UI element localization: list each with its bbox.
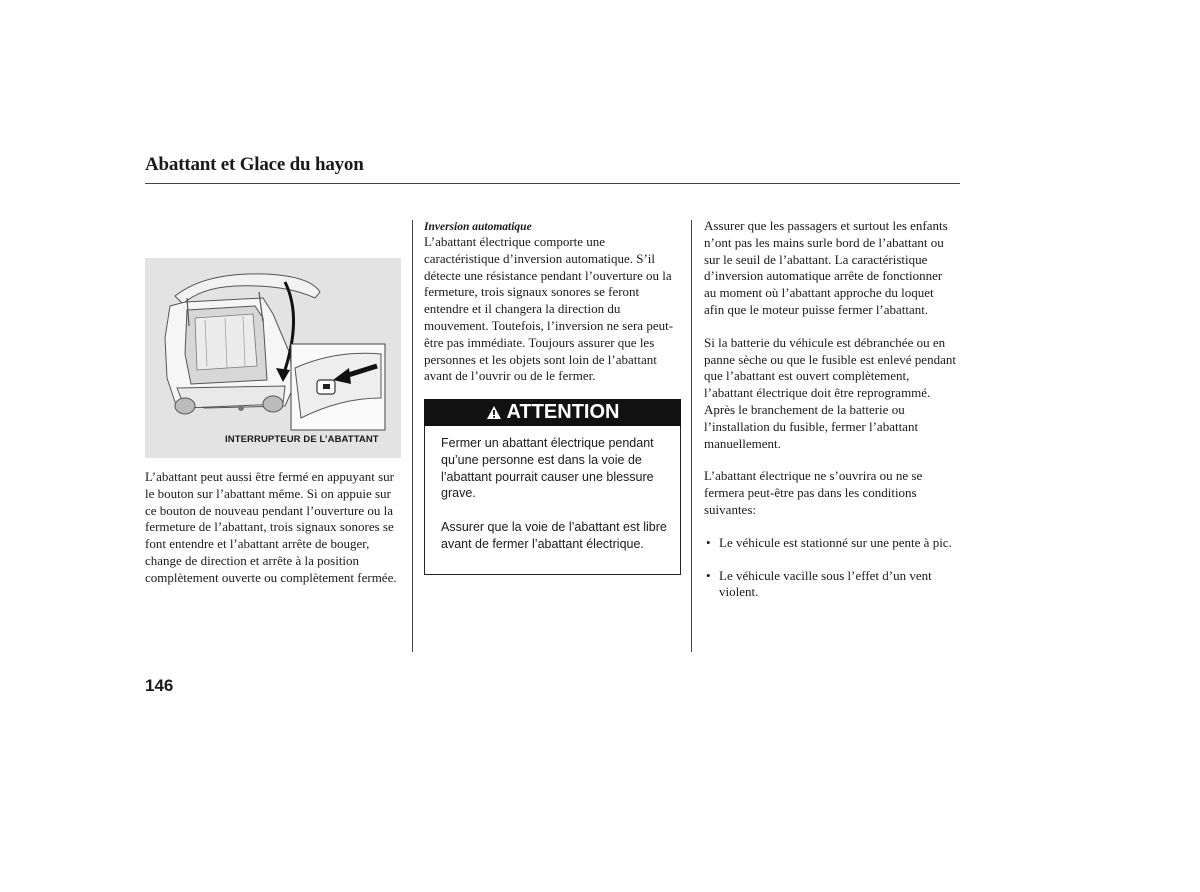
warning-box [424,426,681,575]
warning-paragraph-2: Assurer que la voie de l’abattant est libre avant de fermer l’abattant électrique. [441,520,667,551]
column-divider-2 [691,220,692,652]
warning-triangle-icon [486,405,502,420]
column3-paragraph-2: Si la batterie du véhicule est débranchée ou en panne sèche ou que le fusible est enlevé pendant que l’abattant est ouvert complètement, l’abattant électrique doit être reprogrammé. Après le branchement de la batterie ou l’installation du fusible, fermer l’abattant manuellement. [704,334,956,451]
column-divider-1 [412,220,413,652]
column2-paragraph: L’abattant électrique comporte une caractéristique d’inversion automatique. S’il détecte une résistance pendant l’ouverture ou la fermeture, trois signaux sonores se feront entendre et il changera la direction du mouvement. Toutefois, l’inversion ne sera peut-être pas immédiate. Toujours assurer que les personnes et les objets sont loin de l’abattant avant de l’ouvrir ou de le fermer. [424,234,674,384]
suv-tailgate-drawing [145,258,401,458]
figure-caption: INTERRUPTEUR DE L’ABATTANT [225,434,379,445]
section-subheading: Inversion automatique [424,221,532,233]
column3-paragraph-1: Assurer que les passagers et surtout les enfants n’ont pas les mains surle bord de l’abattant ou sur le seuil de l’abattant. La caractéristique d’inversion automatique arrête de fonctionner au moment où l’abattant approche du loquet afin que le moteur puisse fermer l’abattant. [704,218,948,317]
bullet-icon: • [706,534,711,550]
warning-header-label: ATTENTION [506,401,620,423]
bullet-icon: • [706,567,711,583]
list-item: • Le véhicule vacille sous l’effet d’un vent violent. [706,567,932,600]
column2 [424,220,682,385]
column1-paragraph: L’abattant peut aussi être fermé en appuyant sur le bouton sur l’abattant même. Si on appuie sur ce bouton de nouveau pendant l’ouverture ou la fermeture de l’abattant, trois signaux sonores se font entendre et l’abattant arrête de bouger, change de direction et arrête à la position complètement ouverte ou complètement fermée. [145,469,397,585]
list-item: • Le véhicule est stationné sur une pente à pic. [706,534,952,550]
column3-paragraph-3: L’abattant électrique ne s’ouvrira ou ne se fermera peut-être pas dans les conditions suivantes: [704,468,923,517]
warning-header [424,399,681,426]
page-title: Abattant et Glace du hayon [145,154,364,175]
page-number: 146 [145,676,174,695]
warning-paragraph-1: Fermer un abattant électrique pendant qu’une personne est dans la voie de l’abattant pourrait causer une blessure grave. [441,436,654,501]
conditions-list [704,535,956,601]
column3 [704,218,956,617]
title-divider [145,183,960,184]
tailgate-illustration [145,258,401,458]
